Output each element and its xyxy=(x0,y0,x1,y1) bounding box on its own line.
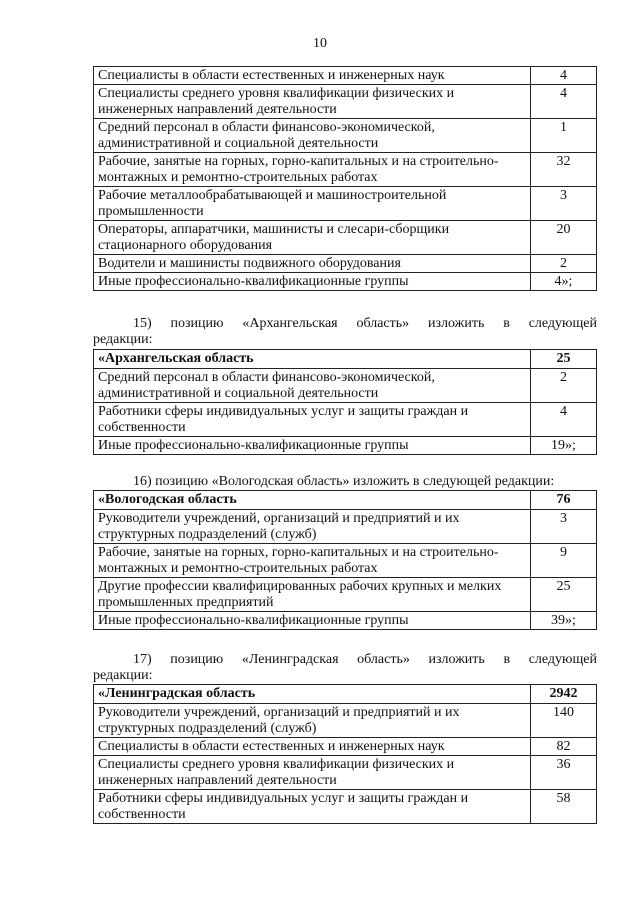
table-row xyxy=(94,67,597,85)
region-total: 25 xyxy=(531,350,597,369)
row-value: 140 xyxy=(531,704,597,738)
row-value: 9 xyxy=(531,544,597,578)
row-value: 82 xyxy=(531,738,597,756)
table-row xyxy=(94,704,597,738)
paragraph-line: 17) позицию «Ленинградская область» изложить в следующей xyxy=(133,652,597,667)
region-name: «Вологодская область xyxy=(94,491,531,510)
row-name: Средний персонал в области финансово-экономической, административной и социальной деятельности xyxy=(94,119,531,153)
paragraph-line: 15) позицию «Архангельская область» изложить в следующей xyxy=(133,316,597,331)
page-number: 10 xyxy=(313,36,327,51)
row-name: Работники сферы индивидуальных услуг и защиты граждан и собственности xyxy=(94,790,531,824)
row-value: 4 xyxy=(531,67,597,85)
table-row xyxy=(94,612,597,630)
row-name: Рабочие, занятые на горных, горно-капитальных и на строительно-монтажных и ремонтно-строительных работах xyxy=(94,544,531,578)
row-value: 32 xyxy=(531,153,597,187)
row-value: 39»; xyxy=(531,612,597,630)
row-name: Специалисты среднего уровня квалификации физических и инженерных направлений деятельности xyxy=(94,85,531,119)
row-name: Специалисты среднего уровня квалификации физических и инженерных направлений деятельности xyxy=(94,756,531,790)
row-name: Руководители учреждений, организаций и предприятий и их структурных подразделений (служб) xyxy=(94,510,531,544)
row-name: Специалисты в области естественных и инженерных наук xyxy=(94,67,531,85)
row-value: 2 xyxy=(531,255,597,273)
row-value: 20 xyxy=(531,221,597,255)
region-total: 2942 xyxy=(531,685,597,704)
row-value: 2 xyxy=(531,369,597,403)
row-name: Иные профессионально-квалификационные группы xyxy=(94,273,531,291)
row-name: Рабочие металлообрабатывающей и машиностроительной промышленности xyxy=(94,187,531,221)
row-name: Руководители учреждений, организаций и предприятий и их структурных подразделений (служб) xyxy=(94,704,531,738)
table-row xyxy=(94,85,597,119)
row-name: Водители и машинисты подвижного оборудования xyxy=(94,255,531,273)
table-row xyxy=(94,255,597,273)
table-header-row xyxy=(94,350,597,369)
table-row xyxy=(94,437,597,455)
table-row xyxy=(94,187,597,221)
region-total: 76 xyxy=(531,491,597,510)
table-row xyxy=(94,273,597,291)
row-name: Иные профессионально-квалификационные группы xyxy=(94,612,531,630)
table-row xyxy=(94,510,597,544)
row-name: Специалисты в области естественных и инженерных наук xyxy=(94,738,531,756)
paragraph-16 xyxy=(93,474,597,490)
paragraph-17 xyxy=(93,652,597,684)
table-row xyxy=(94,738,597,756)
row-value: 1 xyxy=(531,119,597,153)
row-name: Иные профессионально-квалификационные группы xyxy=(94,437,531,455)
row-name: Работники сферы индивидуальных услуг и защиты граждан и собственности xyxy=(94,403,531,437)
row-name: Операторы, аппаратчики, машинисты и слесари-сборщики стационарного оборудования xyxy=(94,221,531,255)
paragraph-line: 16) позицию «Вологодская область» изложить в следующей редакции: xyxy=(133,474,555,489)
table-header-row xyxy=(94,685,597,704)
table-row xyxy=(94,790,597,824)
region-name: «Архангельская область xyxy=(94,350,531,369)
paragraph-15 xyxy=(93,316,597,348)
occupation-table-vologda xyxy=(93,490,597,630)
occupation-table-arkhangelsk xyxy=(93,349,597,455)
row-value: 19»; xyxy=(531,437,597,455)
table-row xyxy=(94,221,597,255)
row-value: 58 xyxy=(531,790,597,824)
table-row xyxy=(94,544,597,578)
table-row xyxy=(94,369,597,403)
paragraph-line: редакции: xyxy=(93,668,153,683)
row-value: 4 xyxy=(531,403,597,437)
table-row xyxy=(94,403,597,437)
row-value: 4 xyxy=(531,85,597,119)
paragraph-line: редакции: xyxy=(93,332,153,347)
region-name: «Ленинградская область xyxy=(94,685,531,704)
row-value: 36 xyxy=(531,756,597,790)
occupation-table-1 xyxy=(93,66,597,291)
row-value: 3 xyxy=(531,187,597,221)
table-row xyxy=(94,756,597,790)
row-value: 4»; xyxy=(531,273,597,291)
row-name: Другие профессии квалифицированных рабочих крупных и мелких промышленных предприятий xyxy=(94,578,531,612)
row-value: 25 xyxy=(531,578,597,612)
table-row xyxy=(94,119,597,153)
table-row xyxy=(94,578,597,612)
row-name: Рабочие, занятые на горных, горно-капитальных и на строительно-монтажных и ремонтно-строительных работах xyxy=(94,153,531,187)
row-name: Средний персонал в области финансово-экономической, административной и социальной деятельности xyxy=(94,369,531,403)
row-value: 3 xyxy=(531,510,597,544)
occupation-table-leningrad xyxy=(93,684,597,824)
table-row xyxy=(94,153,597,187)
table-header-row xyxy=(94,491,597,510)
